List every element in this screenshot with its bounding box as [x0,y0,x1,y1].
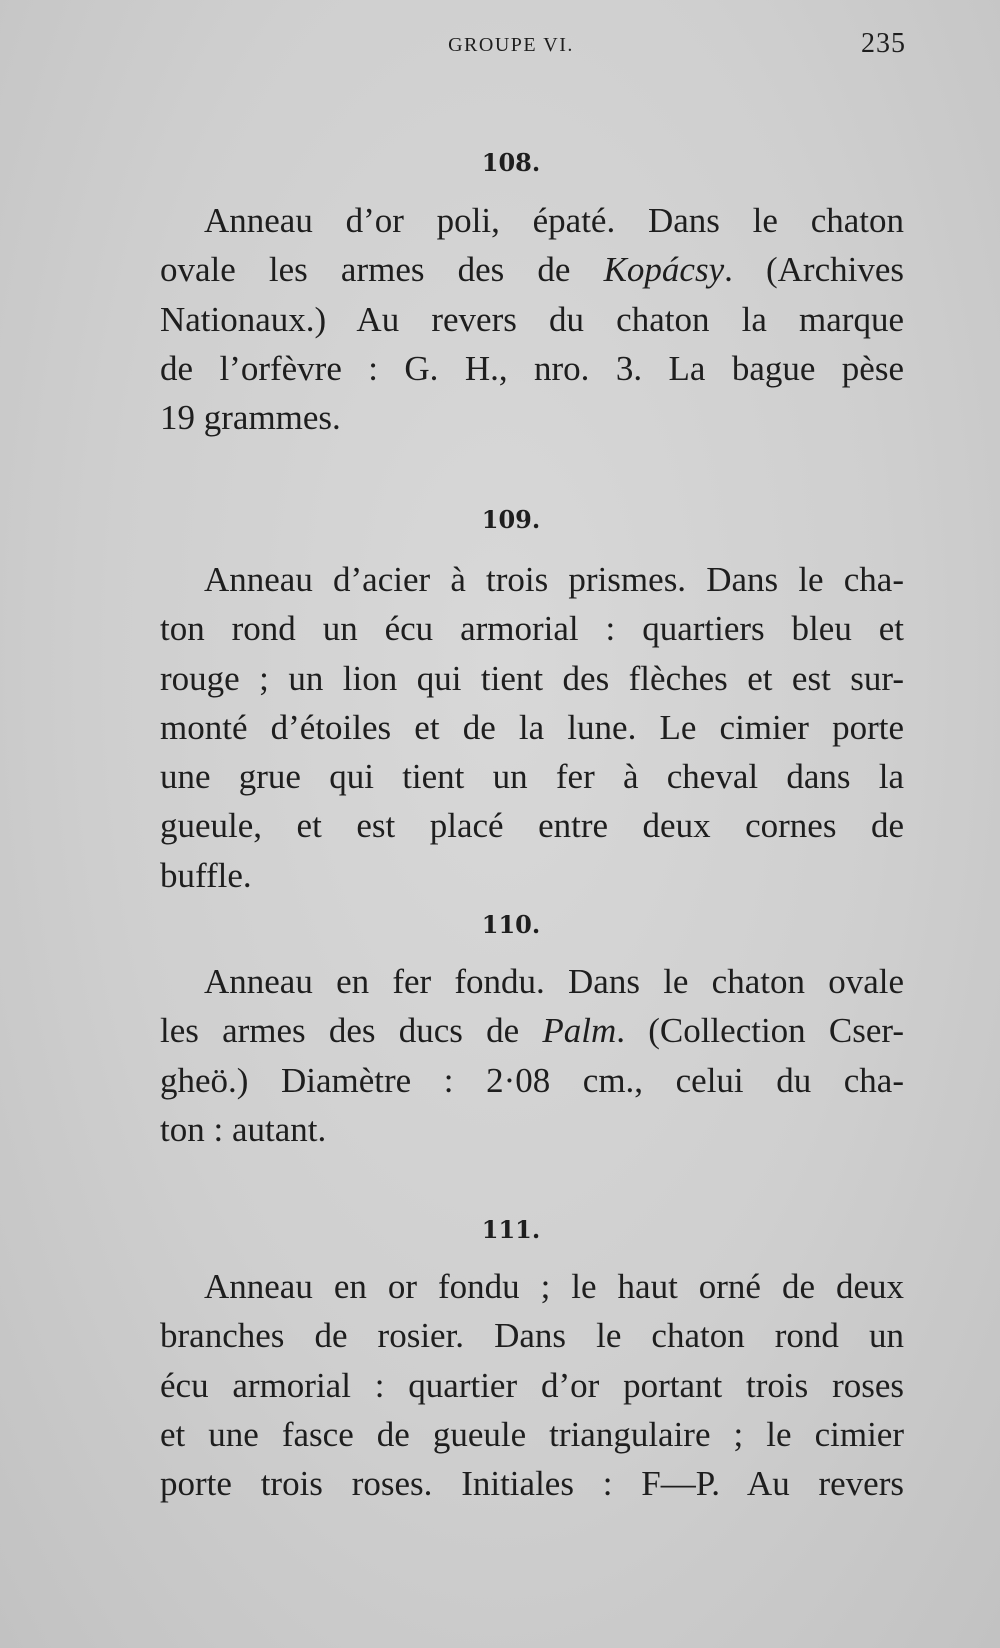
text-line: gueule, et est placé entre deux cornes de [160,806,904,846]
text-line: Anneau d’acier à trois prismes. Dans le cha- [204,560,904,599]
running-head-title: GROUPE VI. [448,34,574,56]
entry-number-111: 111. [481,1215,541,1244]
text-line: porte trois roses. Initiales : F—P. Au revers [160,1464,904,1504]
text-line: et une fasce de gueule triangulaire ; le cimier [160,1414,904,1454]
text-line: Anneau d’or poli, épaté. Dans le chaton [204,201,904,240]
italic-name: Kopácsy [603,250,725,290]
entry-111-text [116,1262,904,1508]
text-segment: les armes des ducs de [160,1011,543,1051]
text-line: branches de rosier. Dans le chaton rond un [160,1316,904,1356]
text-line: de l’orfèvre : G. H., nro. 3. La bague pèse [160,348,904,388]
entry-109-text [116,555,904,900]
text-line: buffle. [160,855,252,895]
entry-number-110: 110. [481,910,541,939]
text-line: monté d’étoiles et de la lune. Le cimier porte [160,707,904,747]
running-head [116,28,906,68]
text-line [116,1006,904,1055]
text-line: 19 grammes. [160,398,341,438]
page-number: 235 [861,28,906,59]
entry-number-109: 109. [481,505,541,534]
text-line: Anneau en fer fondu. Dans le chaton ovale [204,962,904,1001]
text-segment: ovale les armes des de [160,250,604,290]
text-segment: . (Collection Cser- [616,1011,904,1051]
text-line: rouge ; un lion qui tient des flèches et est sur- [160,658,904,698]
text-line: ton rond un écu armorial : quartiers bleu et [160,609,904,649]
entry-110-text [116,957,904,1154]
entry-108-text [116,196,904,442]
italic-name: Palm [542,1011,617,1051]
text-line: une grue qui tient un fer à cheval dans la [160,757,904,797]
text-segment: . (Archives [724,250,904,290]
text-line [116,245,904,294]
text-line: Anneau en or fondu ; le haut orné de deux [204,1267,904,1306]
text-line: écu armorial : quartier d’or portant trois roses [160,1365,904,1405]
text-line: ton : autant. [160,1109,327,1149]
entry-number-108: 108. [481,148,541,177]
text-line: gheö.) Diamètre : 2·08 cm., celui du cha- [160,1060,904,1100]
text-line: Nationaux.) Au revers du chaton la marque [160,299,904,339]
